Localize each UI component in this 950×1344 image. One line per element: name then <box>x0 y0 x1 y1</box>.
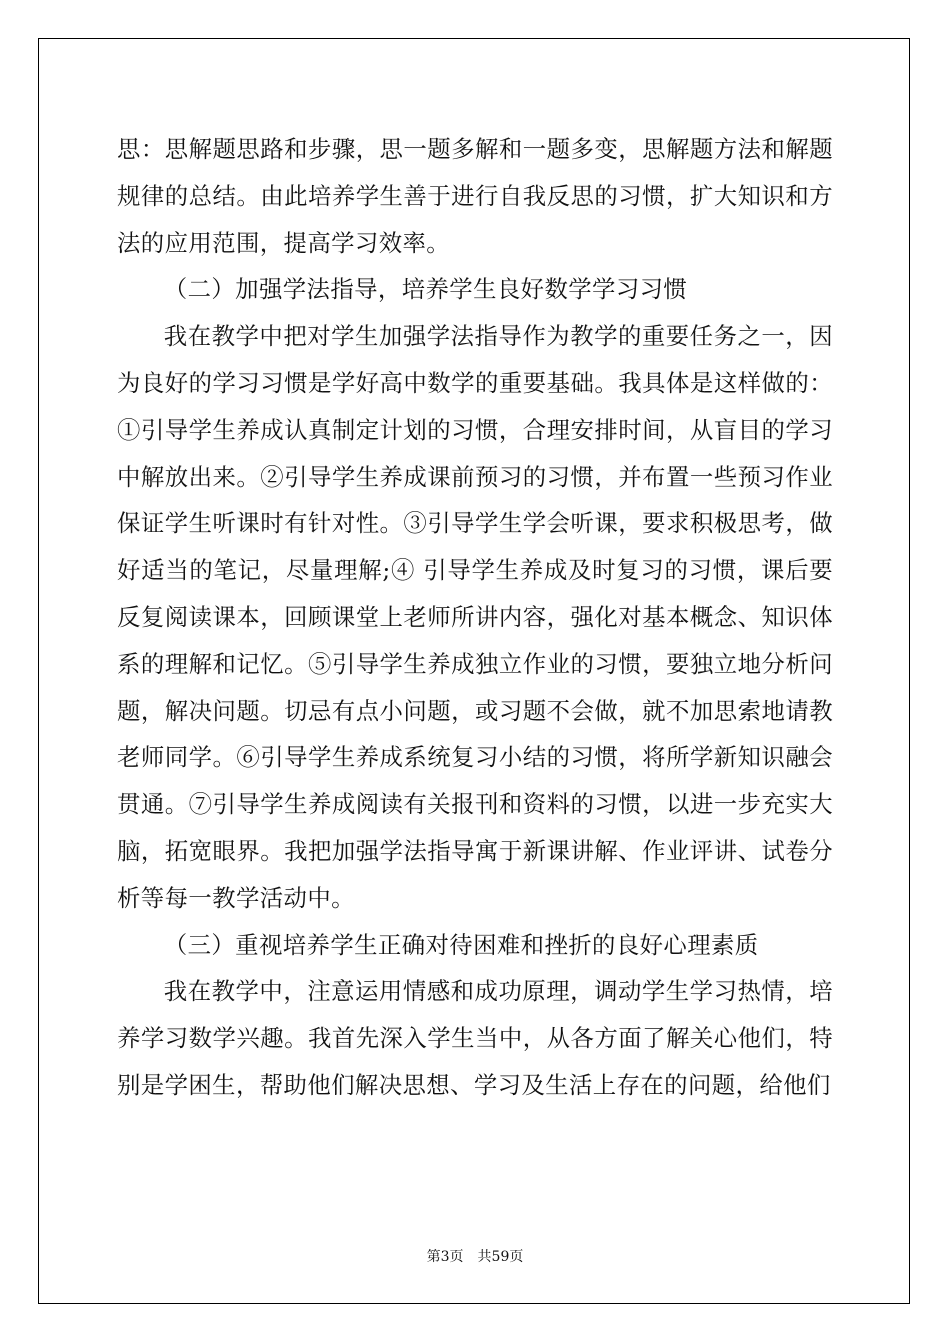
paragraph-psychology: 我在教学中，注意运用情感和成功原理，调动学生学习热情，培养学习数学兴趣。我首先深入学生当中，从各方面了解关心他们，特别是学困生，帮助他们解决思想、学习及生活上存在的问题，给他们 <box>117 977 833 1099</box>
document-body <box>117 126 833 1109</box>
page-footer <box>0 1246 950 1266</box>
paragraph-continuation: 思：思解题思路和步骤，思一题多解和一题多变，思解题方法和解题规律的总结。由此培养学生善于进行自我反思的习惯，扩大知识和方法的应用范围，提高学习效率。 <box>117 135 833 257</box>
paragraph-study-methods: 我在教学中把对学生加强学法指导作为教学的重要任务之一，因为良好的学习习惯是学好高中数学的重要基础。我具体是这样做的：①引导学生养成认真制定计划的习惯，合理安排时间，从盲目的学习中解放出来。②引导学生养成课前预习的习惯，并布置一些预习作业保证学生听课时有针对性。③引导学生学会听课，要求积极思考，做好适当的笔记，尽量理解;④ 引导学生养成及时复习的习惯，课后要反复阅读课本，回顾课堂上老师所讲内容，强化对基本概念、知识体系的理解和记忆。⑤引导学生养成独立作业的习惯，要独立地分析问题，解决问题。切忌有点小问题，或习题不会做，就不加思索地请教老师同学。⑥引导学生养成系统复习小结的习惯，将所学新知识融会贯通。⑦引导学生养成阅读有关报刊和资料的习惯，以进一步充实大脑，拓宽眼界。我把加强学法指导寓于新课讲解、作业评讲、试卷分析等每一教学活动中。 <box>117 322 833 912</box>
page-number: 第3页 <box>426 1249 464 1265</box>
section-heading-3: （三）重视培养学生正确对待困难和挫折的良好心理素质 <box>163 930 759 959</box>
page-total: 共59页 <box>477 1249 524 1265</box>
section-heading-2: （二）加强学法指导，培养学生良好数学学习习惯 <box>163 275 688 304</box>
